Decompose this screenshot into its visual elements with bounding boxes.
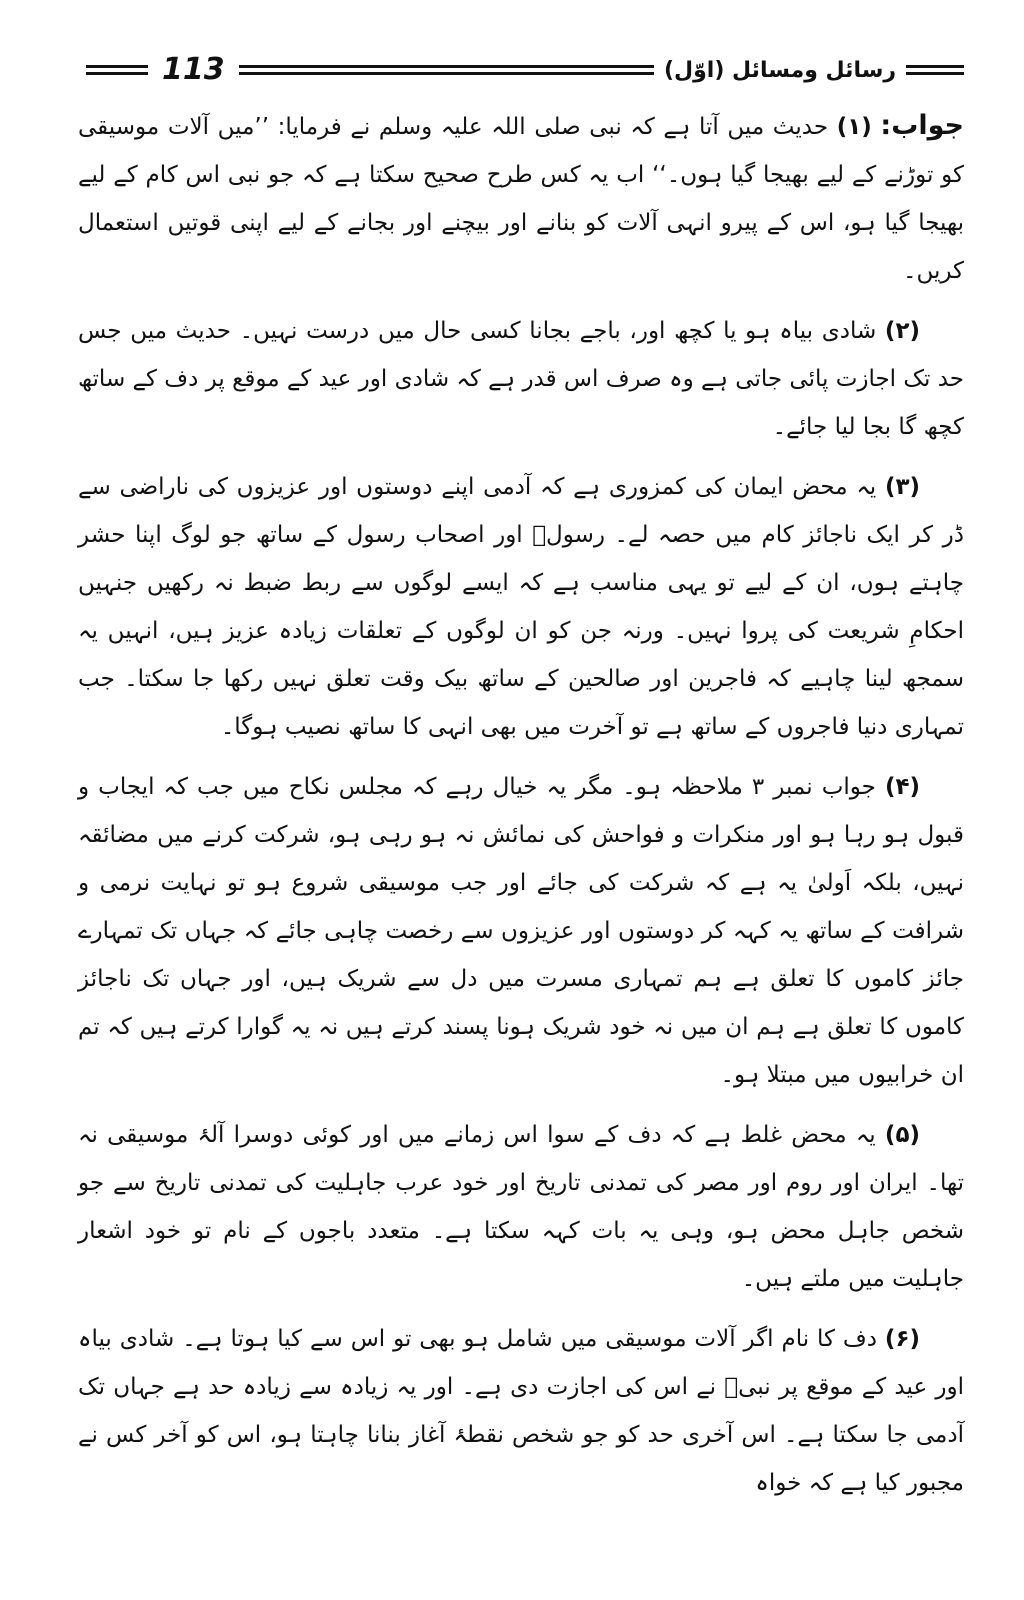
answer-paragraph-3 bbox=[78, 463, 964, 751]
paragraph-text: حدیث میں آتا ہے کہ نبی صلی اللہ علیہ وسلم نے فرمایا: ’’میں آلات موسیقی کو توڑنے کے لیے بھیجا گیا ہوں۔‘‘ اب یہ کس طرح صحیح سکتا ہے کہ جو نبی اس کام کے لیے بھیجا گیا ہو، اس کے پیرو انہی آلات کو بنانے اور بیچنے اور بجانے کے لیے اپنی قوتیں استعمال کریں۔ bbox=[78, 114, 964, 284]
answer-label: جواب: bbox=[880, 110, 964, 141]
page-number: 113 bbox=[162, 52, 225, 87]
paragraph-text: یہ محض ایمان کی کمزوری ہے کہ آدمی اپنے دوستوں اور عزیزوں کی ناراضی سے ڈر کر ایک ناجائز کام میں حصہ لے۔ رسولؐ اور اصحاب رسول کے ساتھ جو لوگ اپنا حشر چاہتے ہوں، ان کے لیے تو یہی مناسب ہے کہ ایسے لوگوں سے ربط ضبط نہ رکھیں جنہیں احکامِ شریعت کی پروا نہیں۔ ورنہ جن کو ان لوگوں کے تعلقات زیادہ عزیز ہیں، انہیں یہ سمجھ لینا چاہیے کہ فاجرین اور صالحین کے ساتھ بیک وقت تعلق نہیں رکھا جا سکتا۔ جب تمہاری دنیا فاجروں کے ساتھ ہے تو آخرت میں بھی انہی کا ساتھ نصیب ہوگا۔ bbox=[78, 474, 964, 740]
answer-paragraph-4 bbox=[78, 763, 964, 1099]
header-rule-right bbox=[906, 65, 964, 75]
paragraph-number: (۳) bbox=[884, 474, 921, 500]
header-rule-middle bbox=[239, 65, 654, 75]
answer-paragraph-5 bbox=[78, 1111, 964, 1303]
paragraph-number: (۱) bbox=[836, 114, 872, 140]
paragraph-text: یہ محض غلط ہے کہ دف کے سوا اس زمانے میں اور کوئی دوسرا آلۂ موسیقی نہ تھا۔ ایران اور روم اور مصر کی تمدنی تاریخ اور خود عرب جاہلیت کی تمدنی تاریخ سے جو شخص جاہل محض ہو، وہی یہ بات کہہ سکتا ہے۔ متعدد باجوں کے نام تو خود اشعار جاہلیت میں ملتے ہیں۔ bbox=[78, 1122, 964, 1292]
paragraph-number: (۴) bbox=[884, 774, 921, 800]
document-body bbox=[78, 102, 964, 1507]
running-header bbox=[78, 44, 964, 96]
paragraph-number: (۶) bbox=[884, 1326, 920, 1352]
answer-paragraph-1 bbox=[78, 102, 964, 295]
header-rule-left bbox=[86, 65, 148, 75]
paragraph-text: جواب نمبر ۳ ملاحظہ ہو۔ مگر یہ خیال رہے کہ مجلس نکاح میں جب کہ ایجاب و قبول ہو رہا ہو اور منکرات و فواحش کی نمائش نہ ہو رہی ہو، شرکت کرنے میں مضائقہ نہیں، بلکہ اَولیٰ یہ ہے کہ شرکت کی جائے اور جب موسیقی شروع ہو تو نہایت نرمی و شرافت کے ساتھ یہ کہہ کر دوستوں اور عزیزوں سے رخصت چاہی جائے کہ جہاں تک تمہارے جائز کاموں کا تعلق ہے ہم تمہاری مسرت میں دل سے شریک ہیں، اور جہاں تک ناجائز کاموں کا تعلق ہے ہم ان میں نہ خود شریک ہونا پسند کرتے ہیں نہ یہ گوارا کرتے ہیں کہ تم ان خرابیوں میں مبتلا ہو۔ bbox=[78, 774, 964, 1088]
answer-paragraph-2 bbox=[78, 307, 964, 451]
paragraph-number: (۲) bbox=[884, 318, 920, 344]
paragraph-text: شادی بیاہ ہو یا کچھ اور، باجے بجانا کسی حال میں درست نہیں۔ حدیث میں جس حد تک اجازت پائی جاتی ہے وہ صرف اس قدر ہے کہ شادی اور عید کے موقع پر دف کے ساتھ کچھ گا بجا لیا جائے۔ bbox=[78, 318, 964, 440]
paragraph-text: دف کا نام اگر آلات موسیقی میں شامل ہو بھی تو اس سے کیا ہوتا ہے۔ شادی بیاہ اور عید کے موقع پر نبیؐ نے اس کی اجازت دی ہے۔ اور یہ زیادہ سے زیادہ حد ہے جہاں تک آدمی جا سکتا ہے۔ اس آخری حد کو جو شخص نقطۂ آغاز بنانا چاہتا ہو، اس کو آخر کس نے مجبور کیا ہے کہ خواہ bbox=[78, 1326, 964, 1496]
paragraph-number: (۵) bbox=[884, 1122, 920, 1148]
running-title: رسائل ومسائل (اوّل) bbox=[663, 57, 896, 83]
answer-paragraph-6 bbox=[78, 1315, 964, 1507]
